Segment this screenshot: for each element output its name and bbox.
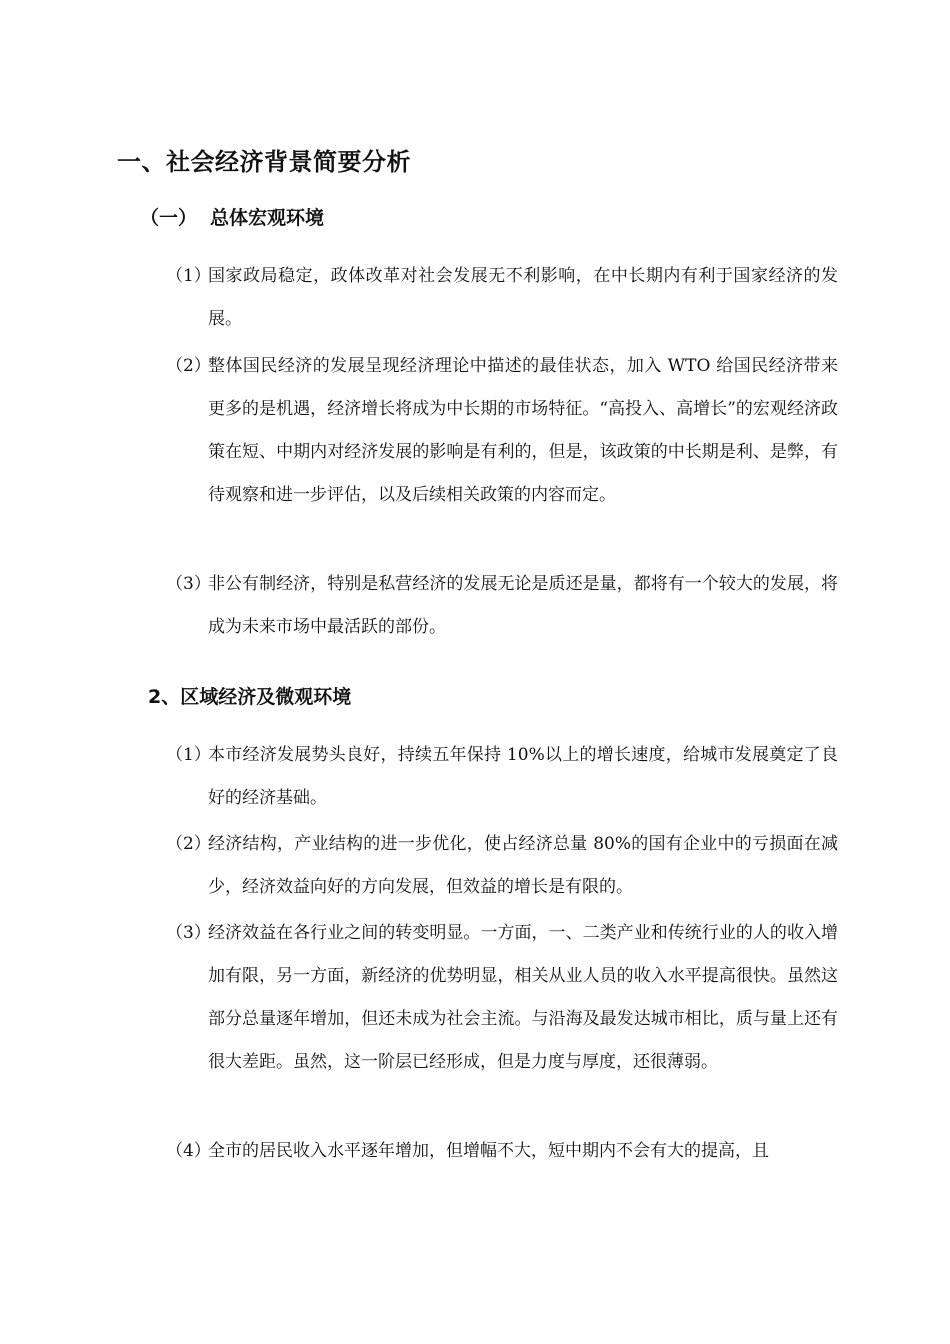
item-text: 经济效益在各行业之间的转变明显。一方面，一、二类产业和传统行业的人的收入增加有限，另一方面，新经济的优势明显，相关从业人员的收入水平提高很快。虽然这部分总量逐年增加，但还未成为社会主流。与沿海及最发达城市相比，质与量上还有很大差距。虽然，这一阶层已经形成，但是力度与厚度，还很薄弱。 [208,923,838,1072]
list-item [166,255,838,341]
item-text: 整体国民经济的发展呈现经济理论中描述的最佳状态，加入 WTO 给国民经济带来更多的是机遇，经济增长将成为中长期的市场特征。“高投入、高增长”的宏观经济政策在短、中期内对经济发展的影响是有利的，但是，该政策的中长期是利、是弊，有待观察和进一步评估，以及后续相关政策的内容而定。 [208,356,838,505]
list-item [166,1130,838,1173]
item-number: （2） [166,834,211,854]
list-item [166,563,838,649]
item-number: （4） [166,1141,211,1161]
list-item [166,912,838,1084]
item-text: 经济结构，产业结构的进一步优化，使占经济总量 80%的国有企业中的亏损面在减少，经济效益向好的方向发展，但效益的增长是有限的。 [208,834,838,897]
section-heading-regional: 2、区域经济及微观环境 [148,686,352,708]
item-number: （3） [166,923,211,943]
list-item [166,734,838,820]
item-number: （3） [166,574,211,594]
section-title: 总体宏观环境 [210,207,325,229]
item-number: （1） [166,266,211,286]
item-text: 本市经济发展势头良好，持续五年保持 10%以上的增长速度，给城市发展奠定了良好的经济基础。 [208,745,838,808]
main-heading: 一、社会经济背景简要分析 [117,148,411,176]
item-text: 非公有制经济，特别是私营经济的发展无论是质还是量，都将有一个较大的发展，将成为未来市场中最活跃的部份。 [208,574,838,637]
item-number: （1） [166,745,211,765]
item-text: 全市的居民收入水平逐年增加，但增幅不大，短中期内不会有大的提高，且 [208,1141,769,1161]
item-text: 国家政局稳定，政体改革对社会发展无不利影响，在中长期内有利于国家经济的发展。 [208,266,838,329]
list-item [166,345,838,517]
list-item [166,823,838,909]
section-number: （一） [140,207,198,229]
item-number: （2） [166,356,211,376]
section-heading-macro [140,204,324,232]
